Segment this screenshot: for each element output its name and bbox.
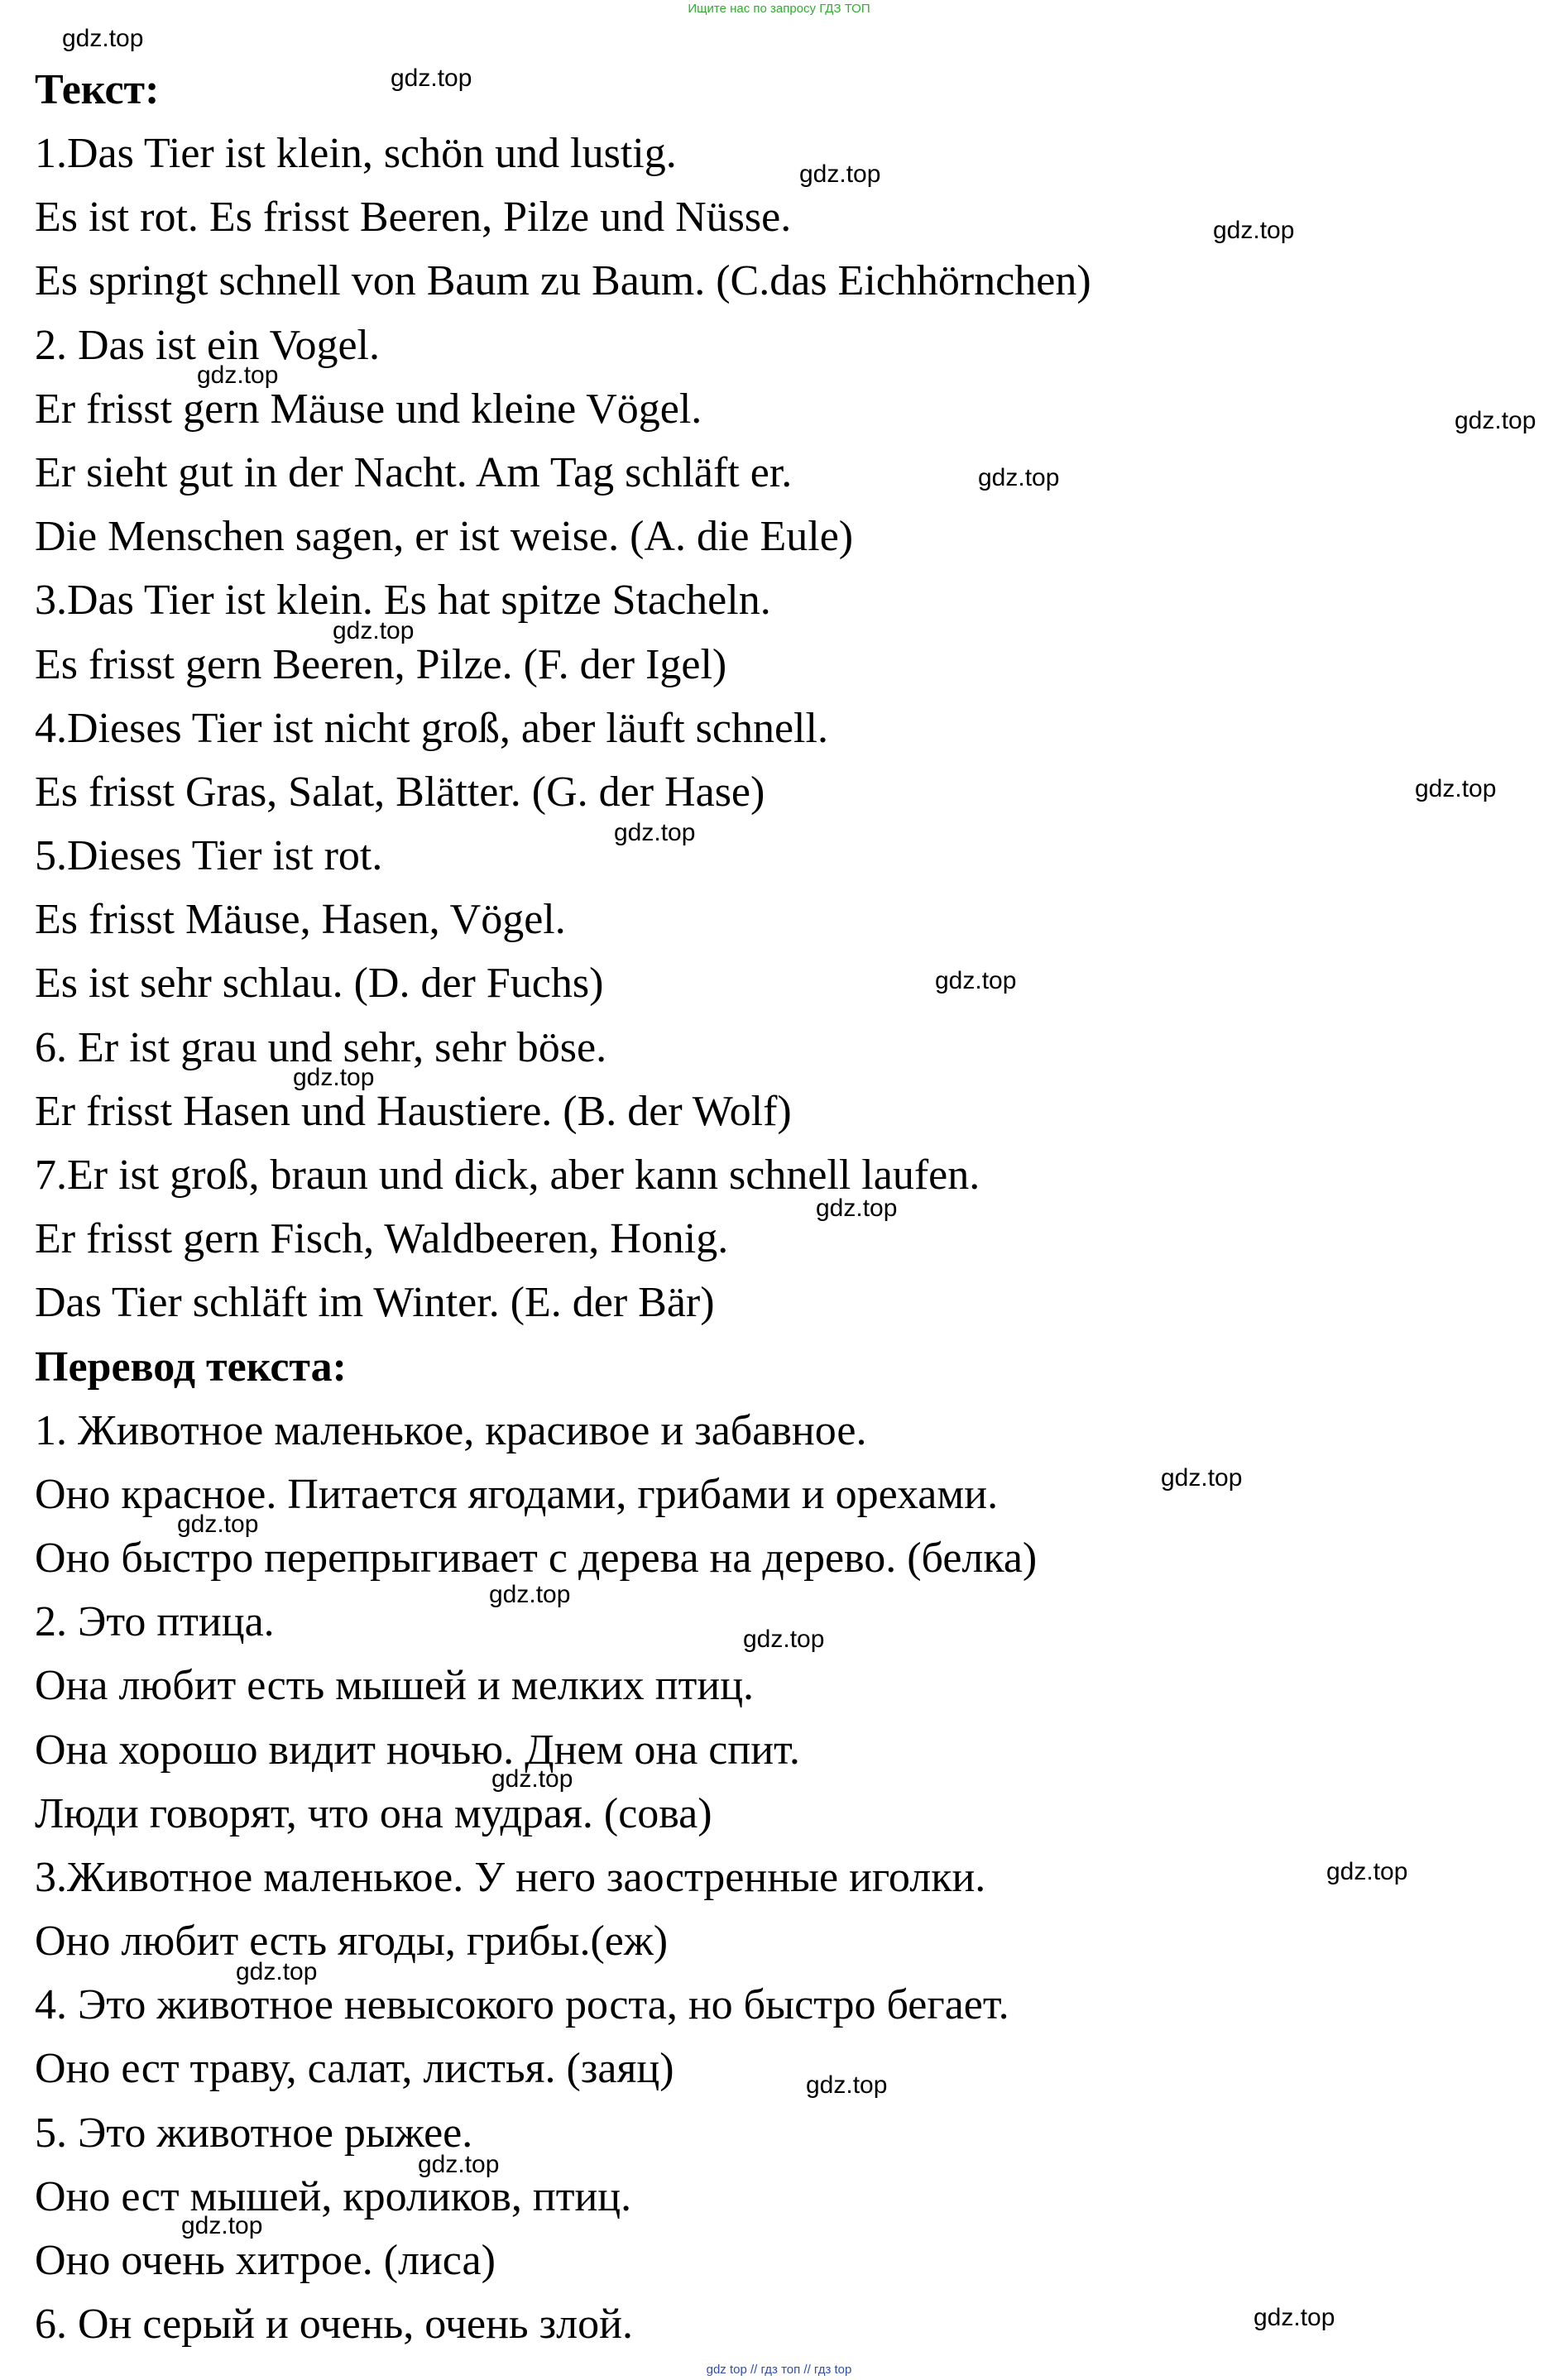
watermark: gdz.top — [1455, 407, 1536, 434]
watermark: gdz.top — [491, 1765, 573, 1793]
watermark: gdz.top — [391, 65, 472, 92]
watermark: gdz.top — [489, 1581, 571, 1608]
watermark: gdz.top — [293, 1064, 375, 1091]
german-line: 6. Er ist grau und sehr, sehr böse. — [35, 1023, 607, 1071]
russian-line: 3.Животное маленькое. У него заостренные иголки. — [35, 1853, 986, 1901]
watermark: gdz.top — [1415, 775, 1497, 802]
german-heading: Текст: — [35, 66, 160, 113]
watermark: gdz.top — [816, 1195, 898, 1222]
russian-line: Оно быстро перепрыгивает с дерева на дерево. (белка) — [35, 1534, 1038, 1582]
russian-line: Оно любит есть ягоды, грибы.(еж) — [35, 1918, 669, 1966]
watermark: gdz.top — [418, 2151, 500, 2178]
watermark: gdz.top — [743, 1626, 825, 1653]
russian-line: 2. Это птица. — [35, 1598, 275, 1646]
german-line: 5.Dieses Tier ist rot. — [35, 832, 383, 880]
german-line: 2. Das ist ein Vogel. — [35, 321, 380, 369]
german-line: Es frisst Mäuse, Hasen, Vögel. — [35, 896, 566, 944]
watermark: gdz.top — [978, 464, 1060, 491]
watermark: gdz.top — [197, 362, 279, 389]
russian-line: 4. Это животное невысокого роста, но быстро бегает. — [35, 1981, 1009, 2029]
russian-line: Люди говорят, что она мудрая. (сова) — [35, 1789, 712, 1837]
watermark: gdz.top — [181, 2212, 263, 2239]
watermark: gdz.top — [236, 1958, 318, 1985]
german-line: Er frisst gern Fisch, Waldbeeren, Honig. — [35, 1215, 729, 1263]
russian-line: 5. Это животное рыжее. — [35, 2109, 473, 2157]
watermark: gdz.top — [1326, 1858, 1408, 1885]
german-line: Es ist sehr schlau. (D. der Fuchs) — [35, 960, 604, 1008]
german-line: Es ist rot. Es frisst Beeren, Pilze und Nüsse. — [35, 194, 792, 242]
watermark: gdz.top — [935, 967, 1017, 994]
russian-line: Оно очень хитрое. (лиса) — [35, 2237, 496, 2284]
watermark: gdz.top — [806, 2071, 888, 2099]
german-line: Er frisst Hasen und Haustiere. (B. der Wolf) — [35, 1087, 792, 1135]
german-line: 7.Er ist groß, braun und dick, aber kann schnell laufen. — [35, 1152, 980, 1199]
german-line: 1.Das Tier ist klein, schön und lustig. — [35, 130, 677, 177]
russian-line: 6. Он серый и очень, очень злой. — [35, 2301, 633, 2349]
watermark: gdz.top — [62, 25, 144, 52]
german-line: Es frisst Gras, Salat, Blätter. (G. der Hase) — [35, 768, 765, 816]
german-line: Er sieht gut in der Nacht. Am Tag schläft er. — [35, 448, 793, 496]
german-line: 4.Dieses Tier ist nicht groß, aber läuft schnell. — [35, 704, 828, 752]
russian-line: Оно ест траву, салат, листья. (заяц) — [35, 2045, 674, 2093]
watermark: gdz.top — [1213, 217, 1295, 244]
russian-line: Оно ест мышей, кроликов, птиц. — [35, 2172, 632, 2220]
watermark: gdz.top — [1254, 2304, 1335, 2331]
watermark: gdz.top — [799, 160, 881, 188]
footer-note: gdz top // гдз топ // гдз top — [706, 2363, 852, 2377]
russian-line: Она любит есть мышей и мелких птиц. — [35, 1662, 755, 1710]
watermark: gdz.top — [614, 819, 696, 846]
german-line: Er frisst gern Mäuse und kleine Vögel. — [35, 385, 702, 433]
russian-line: 1. Животное маленькое, красивое и забавное. — [35, 1406, 867, 1454]
watermark: gdz.top — [177, 1511, 259, 1538]
russian-heading: Перевод текста: — [35, 1343, 347, 1391]
german-line: Es springt schnell von Baum zu Baum. (C.das Eichhörnchen) — [35, 257, 1091, 305]
russian-line: Оно красное. Питается ягодами, грибами и орехами. — [35, 1470, 999, 1518]
german-line: Das Tier schläft im Winter. (E. der Bär) — [35, 1279, 715, 1327]
german-line: Es frisst gern Beeren, Pilze. (F. der Igel) — [35, 640, 727, 688]
german-line: Die Menschen sagen, er ist weise. (A. die Eule) — [35, 513, 854, 561]
document-body — [35, 58, 1508, 2356]
german-line: 3.Das Tier ist klein. Es hat spitze Stacheln. — [35, 577, 771, 625]
header-note: Ищите нас по запросу ГДЗ ТОП — [688, 2, 870, 16]
russian-line: Она хорошо видит ночью. Днем она спит. — [35, 1726, 800, 1774]
watermark: gdz.top — [333, 617, 415, 644]
watermark: gdz.top — [1161, 1464, 1243, 1492]
